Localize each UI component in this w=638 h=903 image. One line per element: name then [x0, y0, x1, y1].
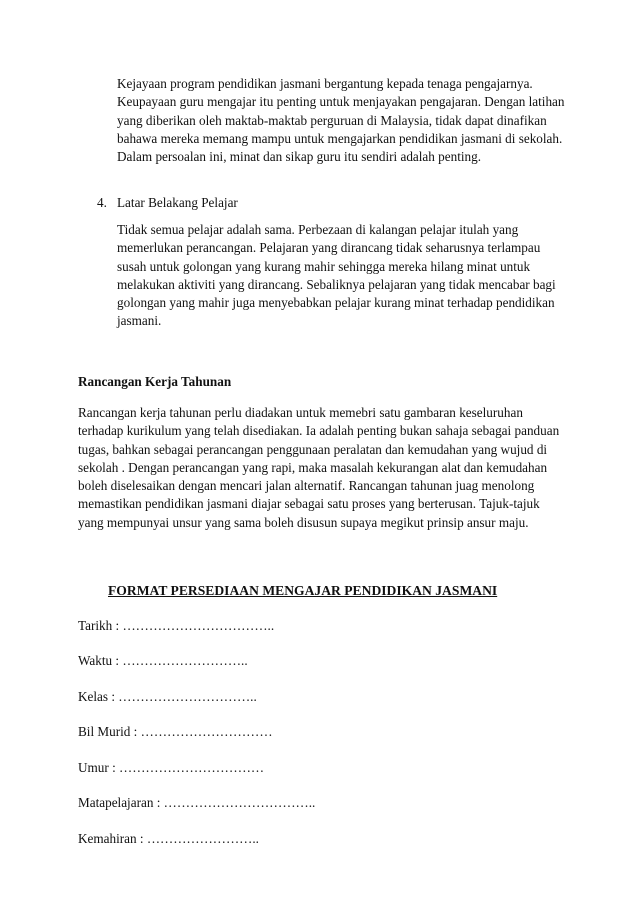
form-field-student-count: Bil Murid : …………………………: [78, 724, 273, 739]
format-title: FORMAT PERSEDIAAN MENGAJAR PENDIDIKAN JASMANI: [108, 583, 498, 598]
student-background-paragraph: Tidak semua pelajar adalah sama. Perbezaan di kalangan pelajar itulah yang memerlukan perancangan. Pelajaran yang dirancang tidak seharusnya terlampau susah untuk golongan yang kurang mahir sehingga mereka hilang minat untuk melakukan aktiviti yang dirancang. Sebaliknya pelajaran yang tidak mencabar bagi golongan yang mahir juga menyebabkan pelajar kurang minat terhadap pendidikan jasmani.: [117, 222, 556, 329]
list-item-title: Latar Belakang Pelajar: [117, 195, 238, 210]
list-item-student-background: [97, 194, 557, 212]
form-field-date: Tarikh : ……………………………..: [78, 618, 275, 633]
teacher-paragraph: Kejayaan program pendidikan jasmani bergantung kepada tenaga pengajarnya. Keupayaan guru mengajar itu penting untuk menjayakan pengajaran. Dengan latihan yang diberikan oleh maktab-maktab perguruan di Malaysia, tidak dapat dinafikan bahawa mereka memang mampu untuk mengajarkan pendidikan jasmani di sekolah. Dalam persoalan ini, minat dan sikap guru itu sendiri adalah penting.: [117, 76, 565, 165]
form-field-subject: Matapelajaran : ……………………………..: [78, 795, 316, 810]
list-item-number: 4.: [97, 195, 107, 210]
form-field-class: Kelas : …………………………..: [78, 689, 257, 704]
form-field-age: Umur : ……………………………: [78, 760, 265, 775]
annual-plan-heading: Rancangan Kerja Tahunan: [78, 374, 232, 389]
form-field-skill: Kemahiran : ……………………..: [78, 831, 259, 846]
form-field-time: Waktu : ………………………..: [78, 653, 248, 668]
annual-plan-paragraph: Rancangan kerja tahunan perlu diadakan untuk memebri satu gambaran keseluruhan terhadap kurikulum yang telah disediakan. Ia adalah penting bukan sahaja sebagai panduan tugas, bahkan sebagai perancangan penggunaan peralatan dan kemudahan yang wujud di sekolah . Dengan perancangan yang rapi, maka masalah kekurangan alat dan kemudahan boleh diselesaikan dengan mencari jalan alternatif. Rancangan tahunan juag menolong memastikan pendidikan jasmani diajar sebagai satu proses yang berterusan. Tajuk-tajuk yang mempunyai unsur yang sama boleh disusun supaya megikut prinsip ansur maju.: [78, 405, 560, 530]
